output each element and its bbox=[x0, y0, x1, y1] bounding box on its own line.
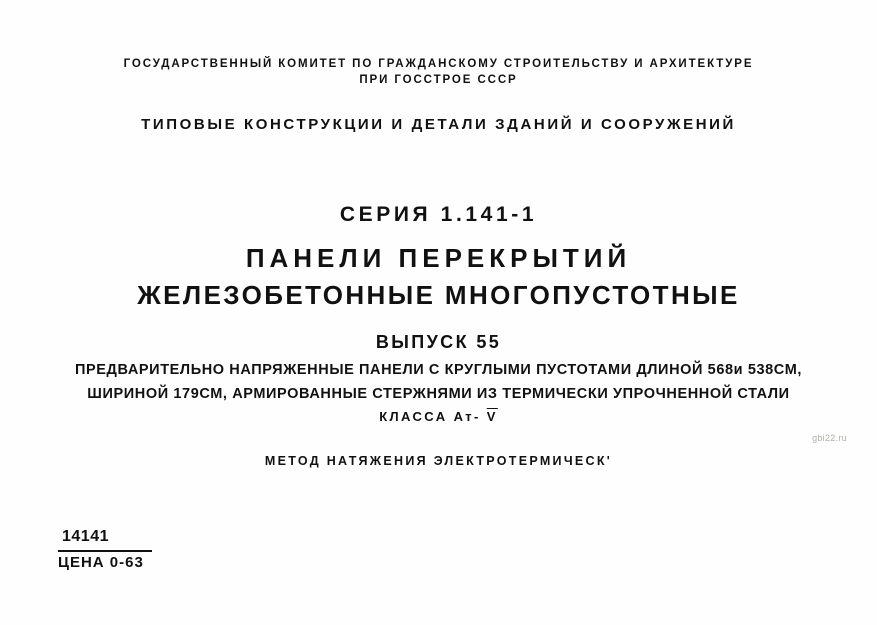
steel-class-prefix: КЛАССА Ат- bbox=[379, 409, 487, 424]
issuing-authority-line2: ПРИ ГОССТРОЕ СССР bbox=[359, 74, 518, 86]
issue-number: ВЫПУСК 55 bbox=[375, 332, 502, 352]
price-label: ЦЕНА 0-63 bbox=[58, 554, 144, 571]
description-line2: ШИРИНОЙ 179СМ, АРМИРОВАННЫЕ СТЕРЖНЯМИ ИЗ ТЕРМИЧЕСКИ УПРОЧНЕННОЙ СТАЛИ bbox=[87, 386, 790, 402]
code-underline-rule bbox=[58, 550, 152, 552]
description-line3 bbox=[0, 409, 877, 424]
steel-class-value: $\overline{V}$ bbox=[486, 409, 498, 424]
watermark-label: gbi22.ru bbox=[812, 433, 847, 443]
document-code: 14141 bbox=[62, 528, 109, 545]
series-number: СЕРИЯ 1.141-1 bbox=[339, 203, 538, 226]
issuing-authority-line1: ГОСУДАРСТВЕННЫЙ КОМИТЕТ ПО ГРАЖДАНСКОМУ СТРОИТЕЛЬСТВУ И АРХИТЕКТУРЕ bbox=[123, 58, 754, 70]
tensioning-method: МЕТОД НАТЯЖЕНИЯ ЭЛЕКТРОТЕРМИЧЕСК' bbox=[264, 454, 613, 468]
document-subtitle: ТИПОВЫЕ КОНСТРУКЦИИ И ДЕТАЛИ ЗДАНИЙ И СООРУЖЕНИЙ bbox=[141, 116, 736, 133]
description-line1: ПРЕДВАРИТЕЛЬНО НАПРЯЖЕННЫЕ ПАНЕЛИ С КРУГЛЫМИ ПУСТОТАМИ ДЛИНОЙ 568и 538СМ, bbox=[74, 362, 802, 378]
page-title-line2: ЖЕЛЕЗОБЕТОННЫЕ МНОГОПУСТОТНЫЕ bbox=[137, 280, 740, 310]
page-title-line1: ПАНЕЛИ ПЕРЕКРЫТИЙ bbox=[245, 243, 632, 273]
